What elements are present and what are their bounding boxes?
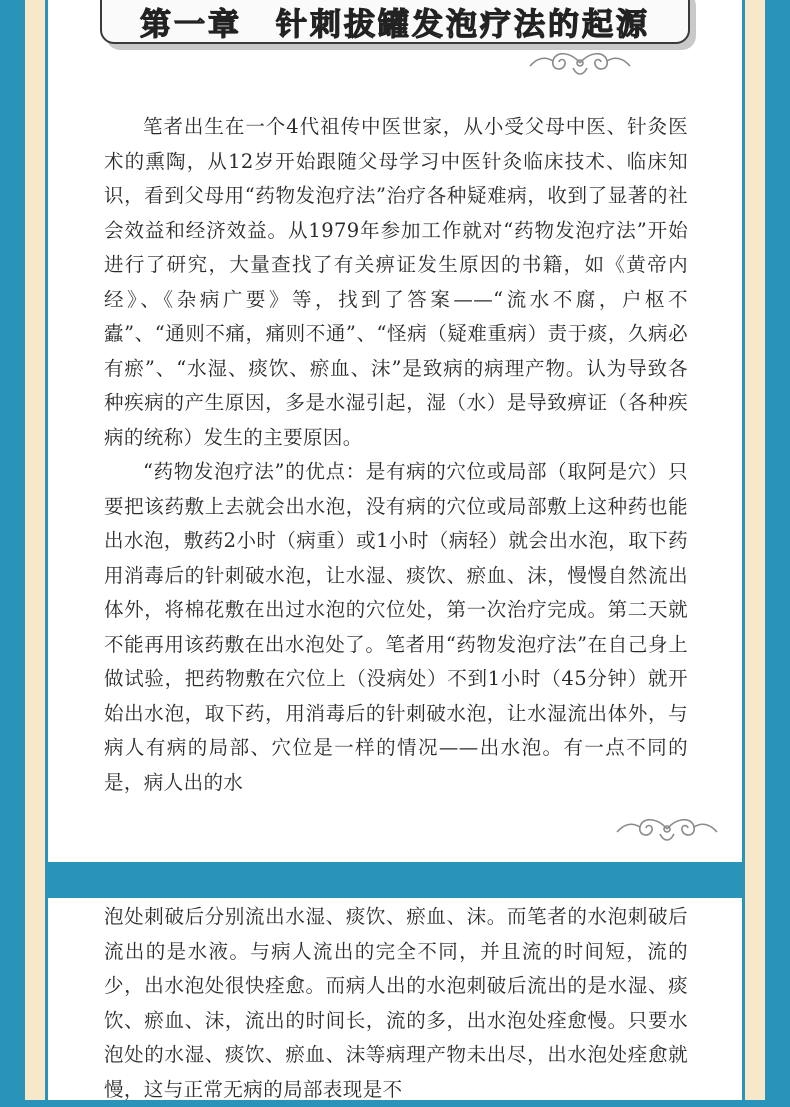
paragraph-continued: 泡处刺破后分别流出水湿、痰饮、瘀血、沫。而笔者的水泡刺破后流出的是水液。与病人流出的完全不同，并且流的时间短，流的少，出水泡处很快痊愈。而病人出的水泡刺破后流出的是水湿、痰饮、瘀血、沫，流出的时间长，流的多，出水泡处痊愈慢。只要水泡处的水湿、痰饮、瘀血、沫等病理产物未出尽，出水泡处痊愈就慢，这与正常无病的局部表现是不 (104, 905, 688, 1101)
scroll-ornament-icon (525, 46, 635, 80)
continued-text (104, 900, 688, 1107)
right-frame-strip (745, 0, 765, 1100)
chapter-title-box (100, 0, 690, 44)
paragraph-2: “药物发泡疗法”的优点：是有病的穴位或局部（取阿是穴）只要把该药敷上去就会出水泡，没有病的穴位或局部敷上这种药也能出水泡，敷药2小时（病重）或1小时（病轻）就会出水泡，取下药用消毒后的针刺破水泡，让水湿、痰饮、瘀血、沫，慢慢自然流出体外，将棉花敷在出过水泡的穴位处，第一次治疗完成。第二天就不能再用该药敷在出水泡处了。笔者用“药物发泡疗法”在自己身上做试验，把药物敷在穴位上（没病处）不到1小时（45分钟）就开始出水泡，取下药，用消毒后的针刺破水泡，让水湿流出体外，与病人有病的局部、穴位是一样的情况——出水泡。有一点不同的是，病人出的水 (104, 460, 688, 794)
page-separator-band (48, 862, 742, 898)
chapter-title: 第一章 针刺拔罐发泡疗法的起源 (140, 6, 650, 43)
scroll-ornament-icon (612, 812, 722, 846)
main-text (104, 110, 688, 800)
paragraph-1: 笔者出生在一个4代祖传中医世家，从小受父母中医、针灸医术的熏陶，从12岁开始跟随父母学习中医针灸临床技术、临床知识，看到父母用“药物发泡疗法”治疗各种疑难病，收到了显著的社会效益和经济效益。从1979年参加工作就对“药物发泡疗法”开始进行了研究，大量查找了有关痹证发生原因的书籍，如《黄帝内经》、《杂病广要》等，找到了答案——“流水不腐，户枢不蠹”、“通则不痛，痛则不通”、“怪病（疑难重病）责于痰，久病必有瘀”、“水湿、痰饮、瘀血、沫”是致病的病理产物。认为导致各种疾病的产生原因，多是水湿引起，湿（水）是导致痹证（各种疾病的统称）发生的主要原因。 (104, 115, 688, 449)
left-frame-strip (25, 0, 45, 1100)
